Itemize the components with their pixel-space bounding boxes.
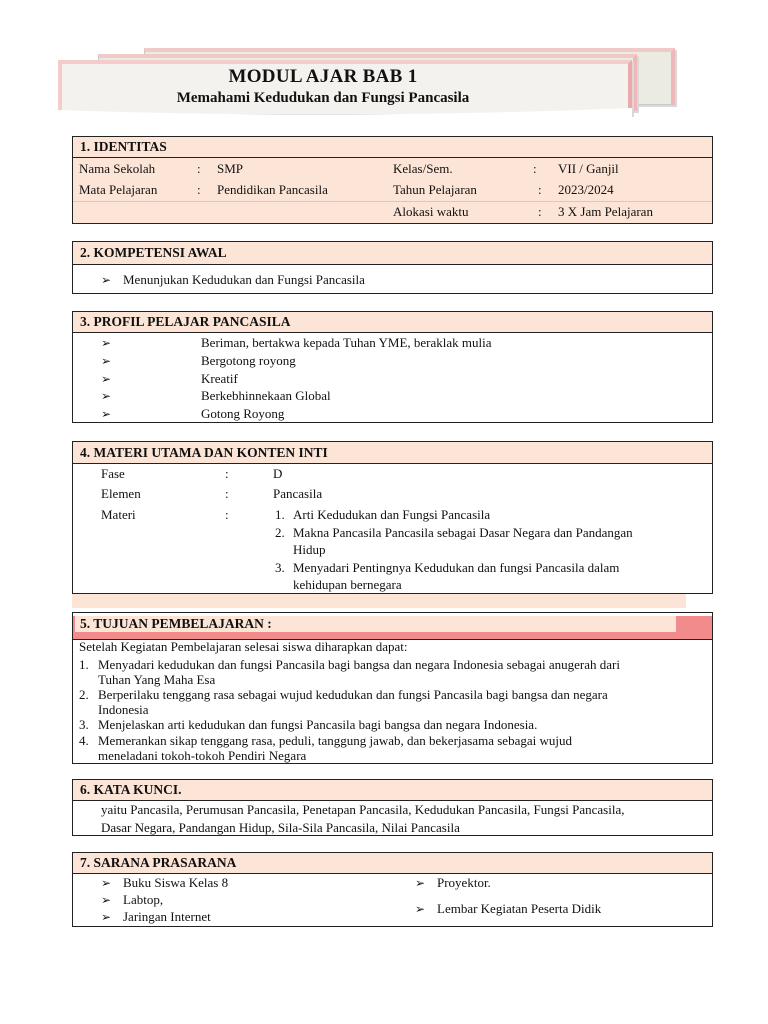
field-label: Mata Pelajaran [79,182,158,197]
list-item-number: 1. [79,657,89,672]
list-item: ➢ Buku Siswa Kelas 8 [101,875,229,890]
list-item-continuation: Hidup [293,542,326,557]
section-heading: 6. KATA KUNCI. [73,780,712,801]
list-item-number: 2. [79,687,89,702]
field-label: Fase [101,466,125,481]
arrowhead-bullet-icon: ➢ [101,336,112,350]
field-value: VII / Ganjil [558,161,619,176]
arrowhead-bullet-icon: ➢ [101,372,112,386]
field-label: Tahun Pelajaran [393,182,477,197]
arrowhead-bullet-icon: ➢ [101,893,112,907]
arrowhead-bullet-icon: ➢ [415,876,426,890]
row-divider [73,201,712,202]
field-label: Elemen [101,486,141,501]
keywords-line: yaitu Pancasila, Perumusan Pancasila, Penetapan Pancasila, Kedudukan Pancasila, Fungsi Pancasila, [101,802,625,817]
section-heading: 5. TUJUAN PEMBELAJARAN : [75,616,676,632]
arrowhead-bullet-icon: ➢ [101,273,112,287]
field-separator: : [197,182,201,197]
list-item: ➢ Labtop, [101,892,164,907]
list-item-continuation: meneladani tokoh-tokoh Pendiri Negara [98,748,307,763]
list-item: Menjelaskan arti kedudukan dan fungsi Pancasila bagi bangsa dan negara Indonesia. [98,717,538,732]
section-heading-frame [73,616,712,640]
field-separator: : [538,204,542,219]
arrowhead-bullet-icon: ➢ [101,354,112,368]
spacer-band [72,594,686,608]
field-label: Kelas/Sem. [393,161,453,176]
keywords-line: Dasar Negara, Pandangan Hidup, Sila-Sila Pancasila, Nilai Pancasila [101,820,460,835]
banner-curl-shape [58,108,632,118]
field-separator: : [197,161,201,176]
list-item: ➢ Proyektor. [415,875,491,890]
section-heading: 7. SARANA PRASARANA [73,853,712,874]
section-heading: 2. KOMPETENSI AWAL [73,242,712,265]
field-value: 3 X Jam Pelajaran [558,204,653,219]
list-item-continuation: Indonesia [98,702,149,717]
list-item: Menyadari Pentingnya Kedudukan dan fungsi Pancasila dalam [293,560,620,575]
list-item: Berperilaku tenggang rasa sebagai wujud kedudukan dan fungsi Pancasila bagi bangsa dan negara [98,687,608,702]
field-value: Pancasila [273,486,323,501]
field-label: Nama Sekolah [79,161,156,176]
list-item: ➢ Kreatif [101,371,238,386]
field-separator: : [225,466,229,481]
field-separator: : [533,161,537,176]
list-item: Arti Kedudukan dan Fungsi Pancasila [293,507,491,522]
section-identitas [72,136,713,224]
section-profil-pelajar [72,311,713,423]
field-separator: : [225,486,229,501]
arrowhead-bullet-icon: ➢ [101,407,112,421]
list-item: Menyadari kedudukan dan fungsi Pancasila bagi bangsa dan negara Indonesia sebagai anugerah dari [98,657,620,672]
field-label: Materi [101,507,136,522]
field-separator: : [538,182,542,197]
list-item-number: 1. [275,507,285,522]
section-heading: 4. MATERI UTAMA DAN KONTEN INTI [73,442,712,464]
list-item-continuation: kehidupan bernegara [293,577,402,592]
section-heading: 3. PROFIL PELAJAR PANCASILA [73,312,712,333]
list-item-number: 3. [79,717,89,732]
field-separator: : [225,507,229,522]
list-item-continuation: Tuhan Yang Maha Esa [98,672,216,687]
list-item: ➢ Menunjukan Kedudukan dan Fungsi Pancasila [101,272,365,287]
list-item: ➢ Beriman, bertakwa kepada Tuhan YME, beraklak mulia [101,335,492,350]
list-item: Makna Pancasila Pancasila sebagai Dasar Negara dan Pandangan [293,525,633,540]
section-tujuan-pembelajaran [72,612,713,764]
arrowhead-bullet-icon: ➢ [101,389,112,403]
arrowhead-bullet-icon: ➢ [101,876,112,890]
section-materi-utama [72,441,713,594]
field-label: Alokasi waktu [393,204,469,219]
document-subtitle: Memahami Kedudukan dan Fungsi Pancasila [176,90,470,106]
identitas-body [73,158,712,223]
field-value: 2023/2024 [558,182,614,197]
intro-text: Setelah Kegiatan Pembelajaran selesai siswa diharapkan dapat: [79,639,408,654]
list-item: Memerankan sikap tenggang rasa, peduli, tanggung jawab, dan bekerjasama sebagai wujud [98,733,572,748]
list-item: ➢ Berkebhinnekaan Global [101,388,331,403]
list-item-number: 2. [275,525,285,540]
list-item: ➢ Lembar Kegiatan Peserta Didik [415,901,602,916]
field-value: SMP [217,161,244,176]
section-kompetensi-awal [72,241,713,294]
title-banner [58,48,674,118]
field-value: D [273,466,283,481]
list-item-number: 3. [275,560,285,575]
list-item: ➢ Bergotong royong [101,353,296,368]
arrowhead-bullet-icon: ➢ [101,910,112,924]
list-item-number: 4. [79,733,89,748]
section-sarana-prasarana [72,852,713,927]
list-item: ➢ Gotong Royong [101,406,285,421]
arrowhead-bullet-icon: ➢ [415,902,426,916]
field-value: Pendidikan Pancasila [217,182,328,197]
section-kata-kunci [72,779,713,836]
document-title: MODUL AJAR BAB 1 [228,66,418,87]
list-item: ➢ Jaringan Internet [101,909,211,924]
section-heading: 1. IDENTITAS [73,137,712,158]
